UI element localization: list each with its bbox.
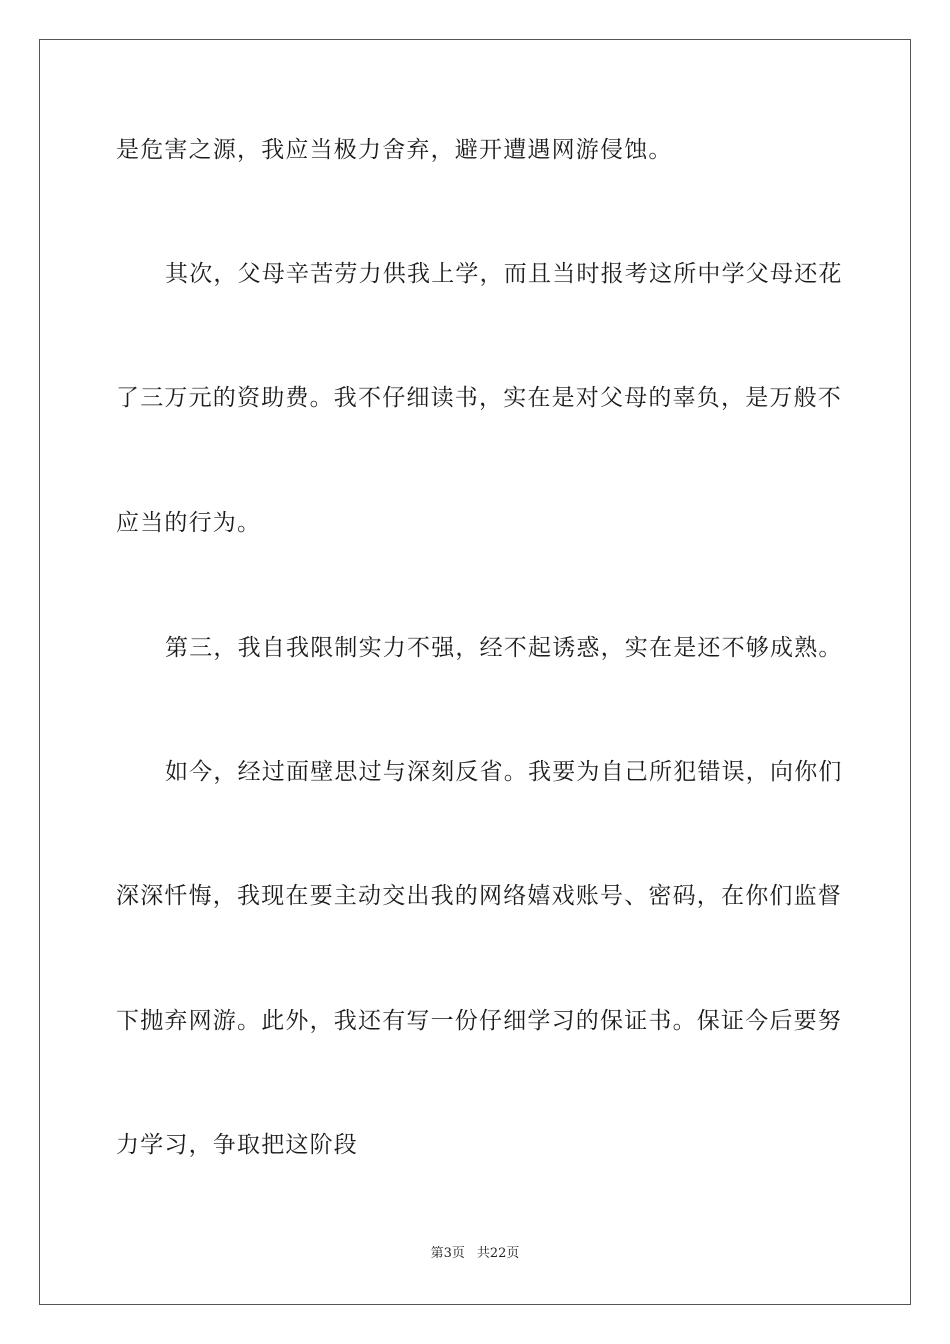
text-line: 是危害之源，我应当极力舍弃，避开遭遇网游侵蚀。	[116, 137, 673, 163]
text-line: 了三万元的资助费。我不仔细读书，实在是对父母的辜负，是万般不	[116, 385, 842, 411]
text-line: 下抛弃网游。此外，我还有写一份仔细学习的保证书。保证今后要努	[116, 1008, 842, 1034]
text-line: 第三，我自我限制实力不强，经不起诱惑，实在是还不够成熟。	[165, 635, 843, 661]
text-line: 应当的行为。	[116, 510, 262, 536]
page-footer	[0, 1246, 950, 1262]
text-line: 深深忏悔，我现在要主动交出我的网络嬉戏账号、密码，在你们监督	[116, 883, 842, 909]
page-number: 第3页	[430, 1246, 465, 1261]
text-line: 其次，父母辛苦劳力供我上学，而且当时报考这所中学父母还花	[165, 261, 843, 287]
page-frame	[39, 39, 911, 1305]
text-line: 力学习，争取把这阶段	[116, 1132, 358, 1158]
text-line: 如今，经过面壁思过与深刻反省。我要为自己所犯错误，向你们	[165, 759, 843, 785]
page-total: 共22页	[476, 1246, 520, 1261]
